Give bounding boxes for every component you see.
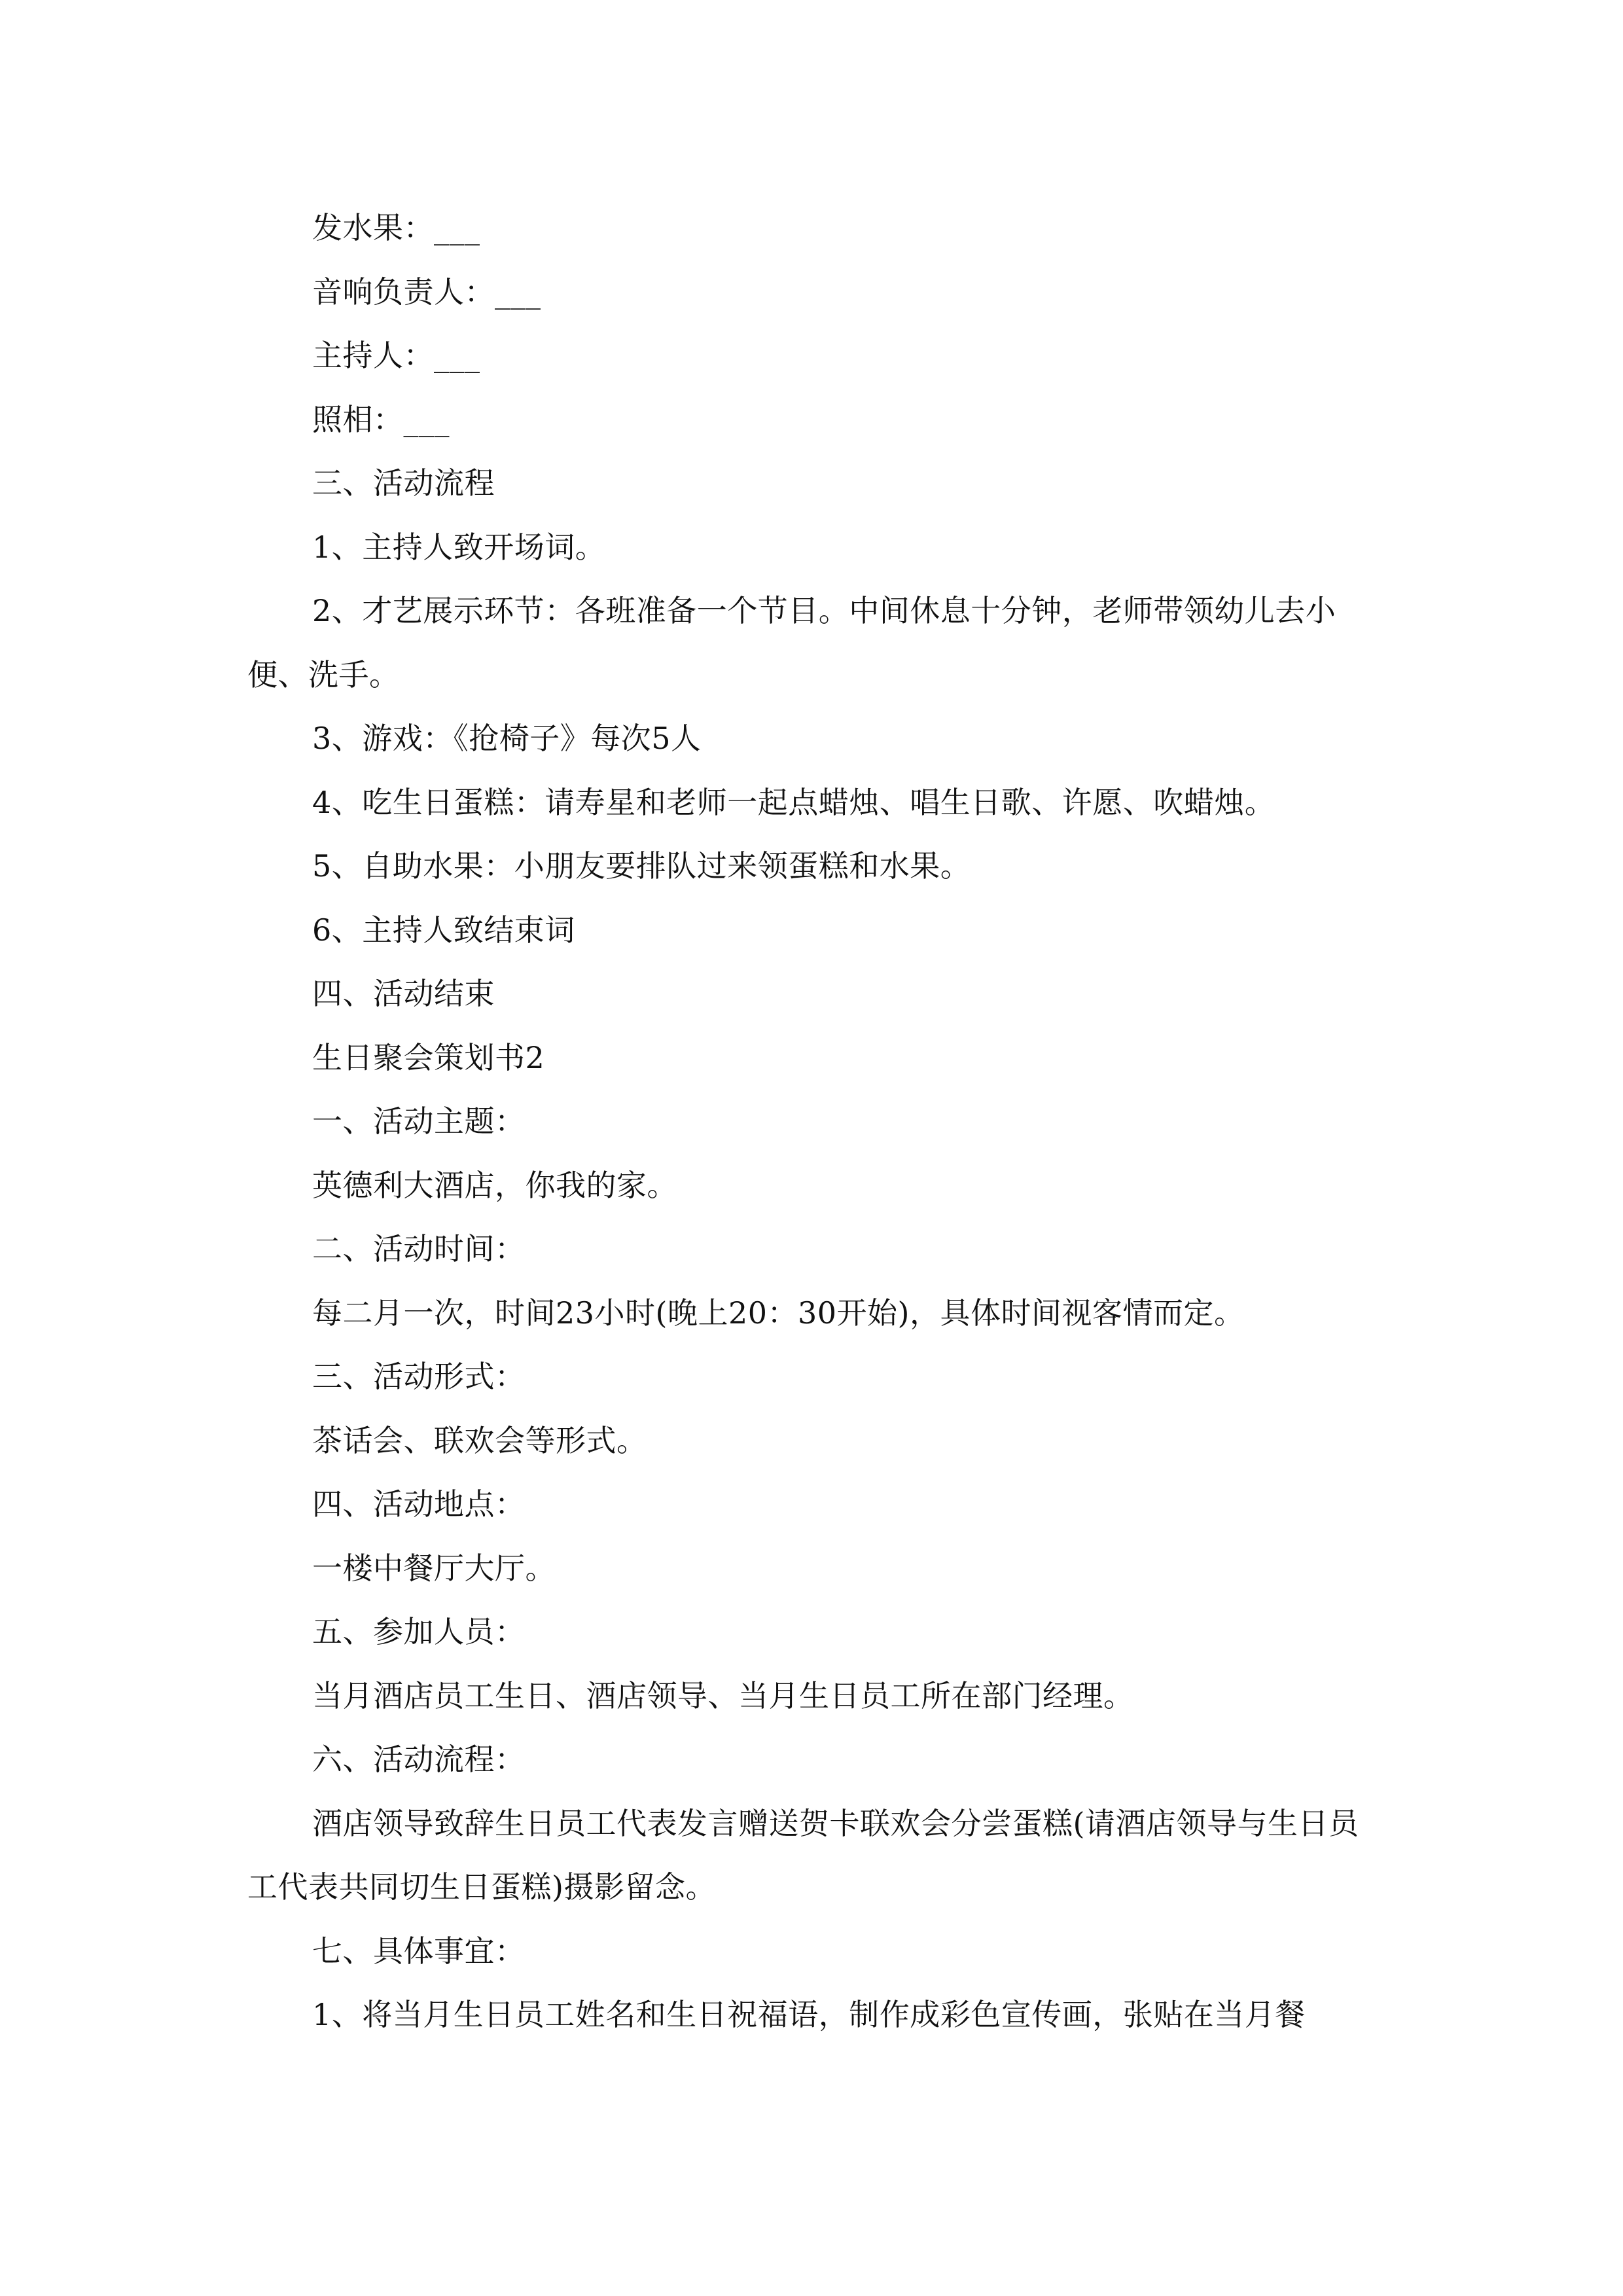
paragraph-participants: 当月酒店员工生日、酒店领导、当月生日员工所在部门经理。 — [312, 1677, 1134, 1713]
paragraph-flow-item-4: 4、吃生日蛋糕：请寿星和老师一起点蜡烛、唱生日歌、许愿、吹蜡烛。 — [312, 784, 1275, 820]
paragraph-fruit-distribution: 发水果：___ — [312, 210, 480, 245]
paragraph-matter-1: 1、将当月生日员工姓名和生日祝福语，制作成彩色宣传画，张贴在当月餐 — [312, 1997, 1306, 2032]
paragraph-flow-item-1: 1、主持人致开场词。 — [312, 529, 606, 565]
paragraph-sound-manager: 音响负责人：___ — [312, 274, 541, 310]
paragraph-flow-item-5: 5、自助水果：小朋友要排队过来领蛋糕和水果。 — [312, 848, 971, 884]
paragraph-process: 酒店领导致辞生日员工代表发言赠送贺卡联欢会分尝蛋糕(请酒店领导与生日员工代表共同切生日蛋糕)摄影留念。 — [247, 1805, 1359, 1905]
section-title-plan-2: 生日聚会策划书2 — [312, 1039, 545, 1075]
heading-activity-end: 四、活动结束 — [312, 976, 495, 1011]
paragraph-host: 主持人：___ — [312, 338, 480, 373]
heading-participants: 五、参加人员： — [312, 1614, 526, 1649]
heading-activity-location: 四、活动地点： — [312, 1486, 526, 1522]
paragraph-theme: 英德利大酒店，你我的家。 — [312, 1167, 677, 1203]
paragraph-flow-item-3: 3、游戏：《抢椅子》每次5人 — [312, 721, 702, 756]
heading-specific-matters: 七、具体事宜： — [312, 1933, 526, 1969]
paragraph-time: 每二月一次，时间23小时(晚上20：30开始)，具体时间视客情而定。 — [312, 1295, 1245, 1331]
paragraph-format: 茶话会、联欢会等形式。 — [312, 1422, 647, 1458]
heading-activity-time: 二、活动时间： — [312, 1231, 526, 1266]
paragraph-flow-item-2: 2、才艺展示环节：各班准备一个节目。中间休息十分钟，老师带领幼儿去小便、洗手。 — [247, 593, 1336, 692]
heading-activity-theme: 一、活动主题： — [312, 1103, 526, 1139]
paragraph-location: 一楼中餐厅大厅。 — [312, 1550, 556, 1586]
heading-activity-process: 六、活动流程： — [312, 1742, 526, 1777]
paragraph-photography: 照相：___ — [312, 401, 450, 437]
document-body — [247, 196, 1380, 2047]
paragraph-flow-item-6: 6、主持人致结束词 — [312, 912, 575, 948]
heading-activity-format: 三、活动形式： — [312, 1359, 526, 1394]
heading-activity-flow: 三、活动流程 — [312, 465, 495, 501]
